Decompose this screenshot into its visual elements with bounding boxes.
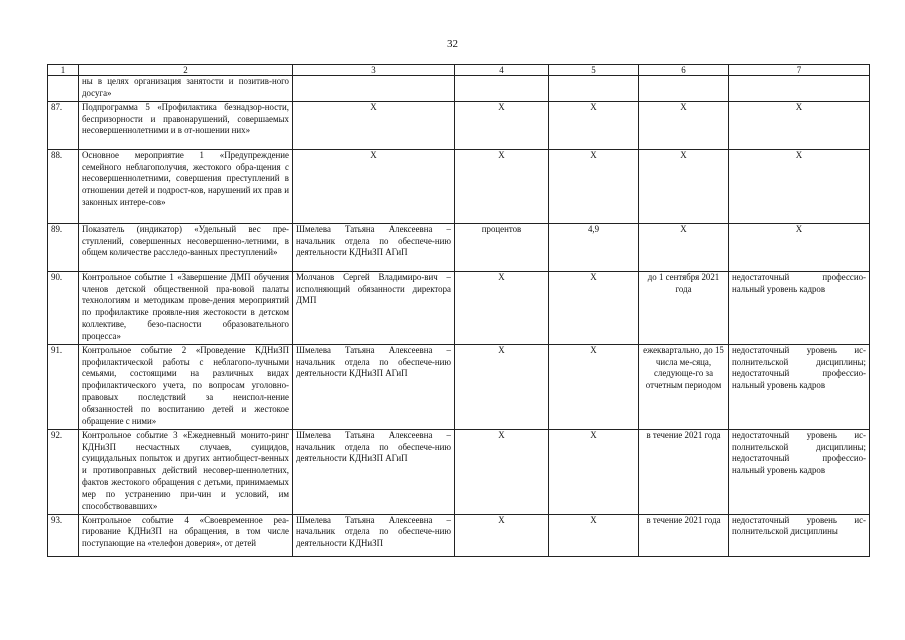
unit-cell: Х: [455, 101, 549, 149]
unit-cell: [455, 76, 549, 102]
risk-cell: недостаточный уровень ис-полнительской дисциплины; недостаточный профессио-нальный уровень кадров: [729, 429, 870, 514]
risk-cell: недостаточный уровень ис-полнительской дисциплины: [729, 514, 870, 556]
activity-name: Контрольное событие 1 «Завершение ДМП обучения членов детской общественной пра-вовой палаты технологиям и методикам прове-дения мероприятий по профилактике проявле-ния жестокости в детском коллективе, безо-пасности образовательного процесса»: [79, 271, 293, 344]
term-cell: [639, 76, 729, 102]
value-cell: Х: [549, 271, 639, 344]
activity-name: Контрольное событие 2 «Проведение КДНиЗП профилактической работы с неблагопо-лучными семьями, состоящими на различных видах профилактического учета, по вопросам уголовно-правовых последствий за неиспол-нение обязанностей по воспитанию детей и жестокое обращение с ними»: [79, 344, 293, 429]
header-col-6: 6: [639, 65, 729, 76]
activity-name: Подпрограмма 5 «Профилактика безнадзор-ности, беспризорности и правонарушений, совершаемых несовершеннолетними и в от-ношении них»: [79, 101, 293, 149]
term-cell: ежеквартально, до 15 числа ме-сяца, следующе-го за отчетным периодом: [639, 344, 729, 429]
responsible-person: Молчанов Сергей Владимиро-вич – исполняющий обязанности директора ДМП: [293, 271, 455, 344]
responsible-person: Х: [293, 101, 455, 149]
header-col-1: 1: [48, 65, 79, 76]
value-cell: Х: [549, 101, 639, 149]
term-cell: Х: [639, 101, 729, 149]
header-col-2: 2: [79, 65, 293, 76]
unit-cell: Х: [455, 149, 549, 223]
term-cell: Х: [639, 149, 729, 223]
value-cell: [549, 76, 639, 102]
risk-cell: недостаточный профессио-нальный уровень кадров: [729, 271, 870, 344]
activity-name: ны в целях организация занятости и позитив-ного досуга»: [79, 76, 293, 102]
value-cell: Х: [549, 514, 639, 556]
value-cell: 4,9: [549, 223, 639, 271]
row-number: [48, 76, 79, 102]
row-number: 87.: [48, 101, 79, 149]
row-number: 91.: [48, 344, 79, 429]
plan-table: [47, 64, 870, 557]
page-number: 32: [447, 38, 458, 50]
header-col-7: 7: [729, 65, 870, 76]
responsible-person: Шмелева Татьяна Алексеевна – начальник отдела по обеспече-нию деятельности КДНиЗП АГиП: [293, 223, 455, 271]
table-row: [48, 271, 870, 344]
risk-cell: Х: [729, 223, 870, 271]
table-row: [48, 429, 870, 514]
value-cell: Х: [549, 429, 639, 514]
table-row: [48, 223, 870, 271]
responsible-person: Шмелева Татьяна Алексеевна – начальник отдела по обеспече-нию деятельности КДНиЗП АГиП: [293, 344, 455, 429]
risk-cell: недостаточный уровень ис-полнительской дисциплины; недостаточный профессио-нальный уровень кадров: [729, 344, 870, 429]
table-row: [48, 149, 870, 223]
activity-name: Контрольное событие 3 «Ежедневный монито-ринг КДНиЗП несчастных случаев, суицидов, суицидальных попыток и других антиобщест-венных и противоправных действий несовер-шеннолетних, фактов жестокого обращения с детьми, принимаемых мер по устранению при-чин и условий, им способствовавших»: [79, 429, 293, 514]
risk-cell: [729, 76, 870, 102]
table-row: [48, 101, 870, 149]
row-number: 90.: [48, 271, 79, 344]
responsible-person: [293, 76, 455, 102]
term-cell: Х: [639, 223, 729, 271]
responsible-person: Шмелева Татьяна Алексеевна – начальник отдела по обеспече-нию деятельности КДНиЗП АГиП: [293, 429, 455, 514]
header-row: [48, 65, 870, 76]
unit-cell: Х: [455, 344, 549, 429]
risk-cell: Х: [729, 101, 870, 149]
term-cell: в течение 2021 года: [639, 429, 729, 514]
responsible-person: Х: [293, 149, 455, 223]
risk-cell: Х: [729, 149, 870, 223]
unit-cell: Х: [455, 271, 549, 344]
responsible-person: Шмелева Татьяна Алексеевна – начальник отдела по обеспече-нию деятельности КДНиЗП: [293, 514, 455, 556]
unit-cell: процентов: [455, 223, 549, 271]
row-number: 88.: [48, 149, 79, 223]
row-number: 92.: [48, 429, 79, 514]
value-cell: Х: [549, 344, 639, 429]
table-row: [48, 514, 870, 556]
header-col-5: 5: [549, 65, 639, 76]
activity-name: Контрольное событие 4 «Своевременное реа-гирование КДНиЗП на обращения, в том числе поступающие на «телефон доверия», от детей: [79, 514, 293, 556]
header-col-4: 4: [455, 65, 549, 76]
activity-name: Показатель (индикатор) «Удельный вес пре-ступлений, совершенных несовершенно-летними, в общем количестве расследо-ванных преступлений»: [79, 223, 293, 271]
activity-name: Основное мероприятие 1 «Предупреждение семейного неблагополучия, жестокого обра-щения с несовершеннолетними, совершения преступлений в отношении детей и подрост-ков, нарушений их прав и законных интере-сов»: [79, 149, 293, 223]
unit-cell: Х: [455, 514, 549, 556]
row-number: 93.: [48, 514, 79, 556]
table-row: [48, 76, 870, 102]
table-row: [48, 344, 870, 429]
value-cell: Х: [549, 149, 639, 223]
unit-cell: Х: [455, 429, 549, 514]
row-number: 89.: [48, 223, 79, 271]
term-cell: в течение 2021 года: [639, 514, 729, 556]
term-cell: до 1 сентября 2021 года: [639, 271, 729, 344]
header-col-3: 3: [293, 65, 455, 76]
